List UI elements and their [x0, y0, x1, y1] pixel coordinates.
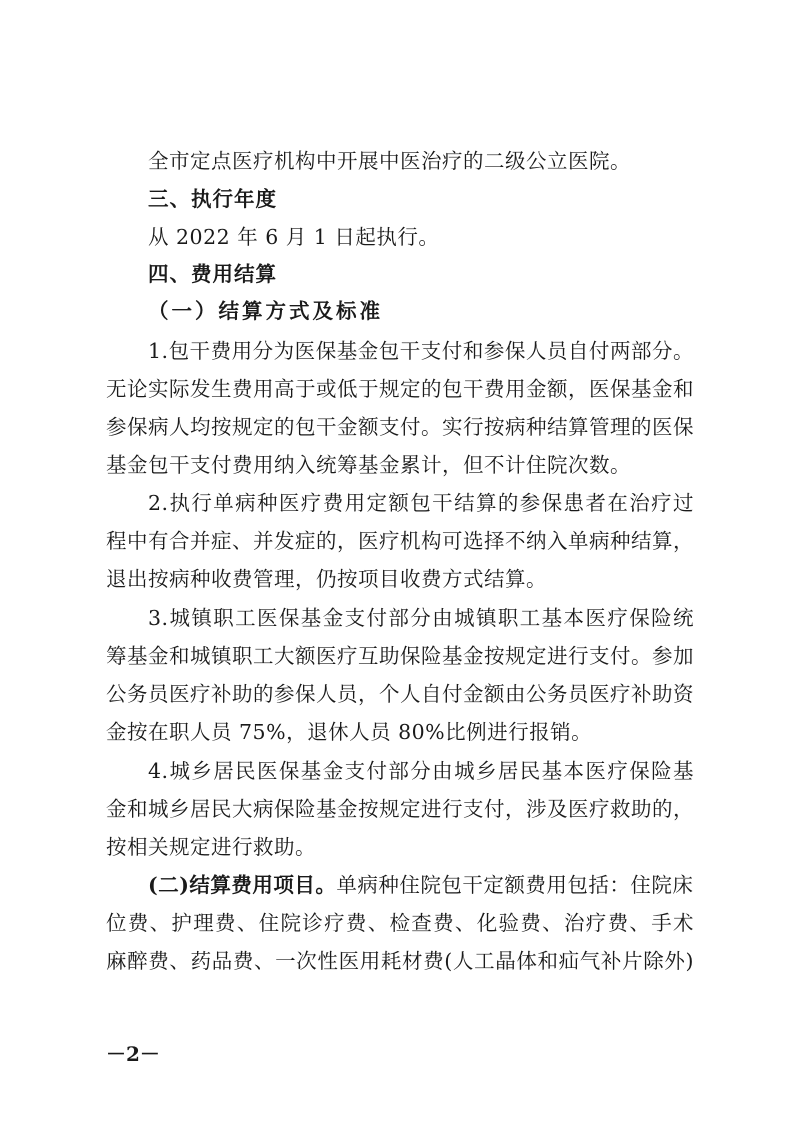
paragraph-line: 从 2022 年 6 月 1 日起执行。	[148, 225, 440, 249]
paragraph-line	[148, 871, 694, 899]
paragraph-line: 公务员医疗补助的参保人员，个人自付金额由公务员医疗补助资	[106, 682, 694, 706]
subsection-heading-1: （一）结算方式及标准	[148, 299, 383, 323]
section-heading-3: 三、执行年度	[148, 187, 277, 211]
paragraph-line: 金和城乡居民大病保险基金按规定进行支付，涉及医疗救助的，	[106, 797, 694, 821]
paragraph-line: 麻醉费、药品费、一次性医用耗材费(人工晶体和疝气补片除外)	[106, 949, 694, 973]
page-number: －2－	[106, 1042, 160, 1066]
paragraph-line: 3.城镇职工医保基金支付部分由城镇职工基本医疗保险统	[148, 606, 694, 630]
paragraph-line: 退出按病种收费管理，仍按项目收费方式结算。	[106, 567, 547, 591]
paragraph-line: 1.包干费用分为医保基金包干支付和参保人员自付两部分。	[148, 339, 694, 363]
subsection-heading-2: (二)结算费用项目。	[148, 873, 337, 897]
section-heading-4: 四、费用结算	[148, 262, 277, 286]
paragraph-line: 按相关规定进行救助。	[106, 835, 316, 859]
paragraph-line: 2.执行单病种医疗费用定额包干结算的参保患者在治疗过	[148, 491, 694, 515]
paragraph-text: 单病种住院包干定额费用包括：住院床	[336, 873, 694, 897]
paragraph-line: 程中有合并症、并发症的，医疗机构可选择不纳入单病种结算，	[106, 529, 694, 553]
paragraph-line: 金按在职人员 75%，退休人员 80%比例进行报销。	[106, 720, 593, 744]
paragraph-line: 4.城乡居民医保基金支付部分由城乡居民基本医疗保险基	[148, 759, 694, 783]
paragraph-line: 无论实际发生费用高于或低于规定的包干费用金额，医保基金和	[106, 377, 694, 401]
paragraph-line: 筹基金和城镇职工大额医疗互助保险基金按规定进行支付。参加	[106, 644, 694, 668]
paragraph-line: 全市定点医疗机构中开展中医治疗的二级公立医院。	[148, 149, 631, 173]
paragraph-line: 基金包干支付费用纳入统筹基金累计，但不计住院次数。	[106, 453, 631, 477]
paragraph-line: 位费、护理费、住院诊疗费、检查费、化验费、治疗费、手术	[106, 911, 694, 935]
paragraph-line: 参保病人均按规定的包干金额支付。实行按病种结算管理的医保	[106, 415, 694, 439]
